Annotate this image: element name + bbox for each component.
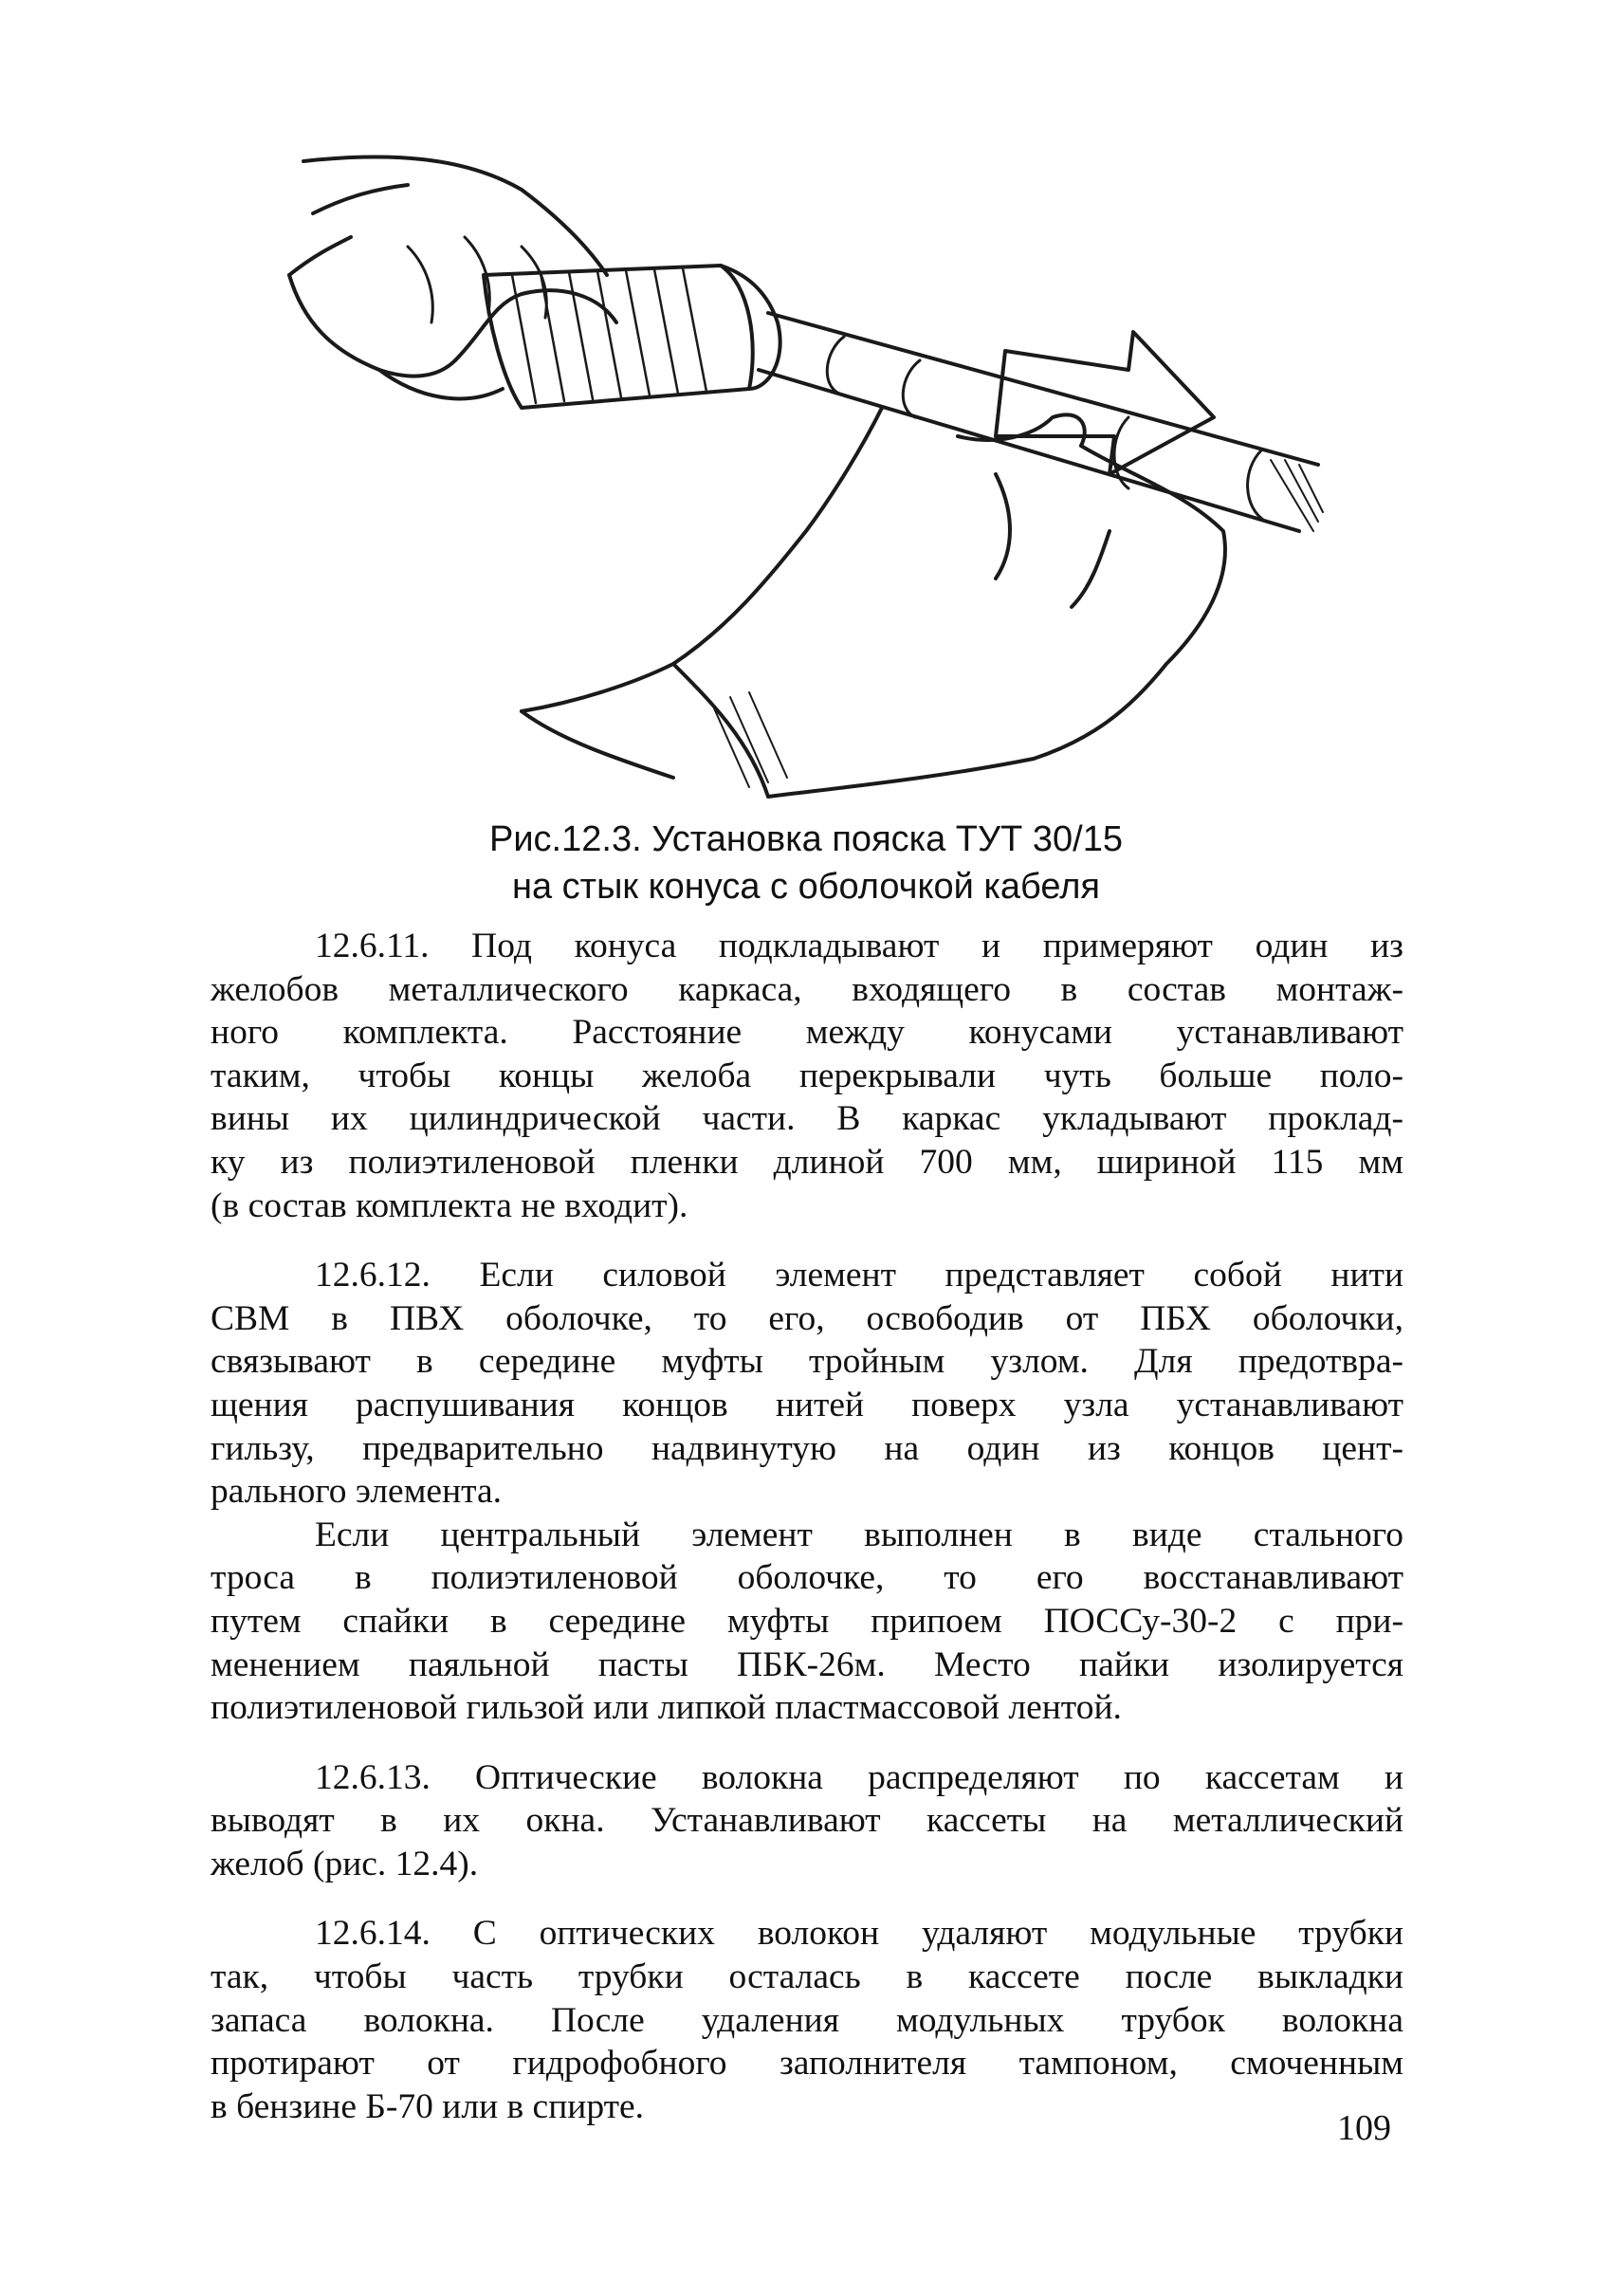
text-line: желоб (рис. 12.4). [211,1844,479,1883]
paragraph-12-6-12 [211,1254,1403,1514]
text-line: протирают от гидрофобного заполнителя тампоном, смоченным [211,2044,1403,2084]
text-line: (в состав комплекта не входит). [211,1185,688,1225]
caption-line-2: на стык конуса с оболочкой кабеля [512,867,1100,907]
text-line: желобов металлического каркаса, входящего в состав монтаж- [211,969,1403,1009]
hand-installing-belt-on-cable-illustration [275,133,1356,816]
text-line: щения распушивания концов нитей поверх узла устанавливают [211,1385,1403,1424]
body-text [211,925,1403,2128]
text-line: 12.6.14. С оптических волокон удаляют модульные трубки [315,1914,1403,1954]
text-line: менением паяльной пасты ПБК-26м. Место пайки изолируется [211,1644,1403,1684]
text-line: рального элемента. [211,1472,503,1512]
caption-line-1: Рис.12.3. Установка пояска ТУТ 30/15 [488,819,1124,859]
text-line: СВМ в ПВХ оболочке, то его, освободив от ПБХ оболочки, [211,1298,1403,1338]
text-line: 12.6.11. Под конуса подкладывают и примеряют один из [315,927,1403,965]
text-line: путем спайки в середине муфты припоем ПОССу-30-2 с при- [211,1601,1403,1641]
text-line: ку из полиэтиленовой пленки длиной 700 мм, шириной 115 мм [211,1142,1403,1182]
text-line: 12.6.12. Если силовой элемент представляет собой нити [315,1256,1403,1295]
text-line: так, чтобы часть трубки осталась в кассете после выкладки [211,1957,1403,1997]
text-line: связывают в середине муфты тройным узлом. Для предотвра- [211,1342,1403,1382]
text-line: 12.6.13. Оптические волокна распределяют по кассетам и [315,1757,1403,1797]
figure-caption [190,816,1422,910]
text-line: гильзу, предварительно надвинутую на один из концов цент- [211,1428,1403,1468]
page-number: 109 [1337,2108,1391,2148]
text-line: вины их цилиндрической части. В каркас укладывают проклад- [211,1099,1403,1139]
paragraph-12-6-13 [211,1756,1403,1886]
text-line: Если центральный элемент выполнен в виде стального [315,1515,1403,1554]
paragraph-central-element [211,1514,1403,1730]
figure-illustration [275,133,1356,816]
text-line: троса в полиэтиленовой оболочке, то его восстанавливают [211,1558,1403,1598]
paragraph-12-6-14 [211,1912,1403,2128]
paragraph-12-6-11 [211,925,1403,1227]
text-line: ного комплекта. Расстояние между конусами устанавливают [211,1013,1403,1053]
text-line: таким, чтобы концы желоба перекрывали чуть больше поло- [211,1056,1403,1095]
text-line: запаса волокна. После удаления модульных трубок волокна [211,2000,1403,2040]
text-line: полиэтиленовой гильзой или липкой пластмассовой лентой. [211,1688,1122,1728]
text-line: в бензине Б-70 или в спирте. [211,2086,644,2126]
text-line: выводят в их окна. Устанавливают кассеты на металлический [211,1801,1403,1841]
